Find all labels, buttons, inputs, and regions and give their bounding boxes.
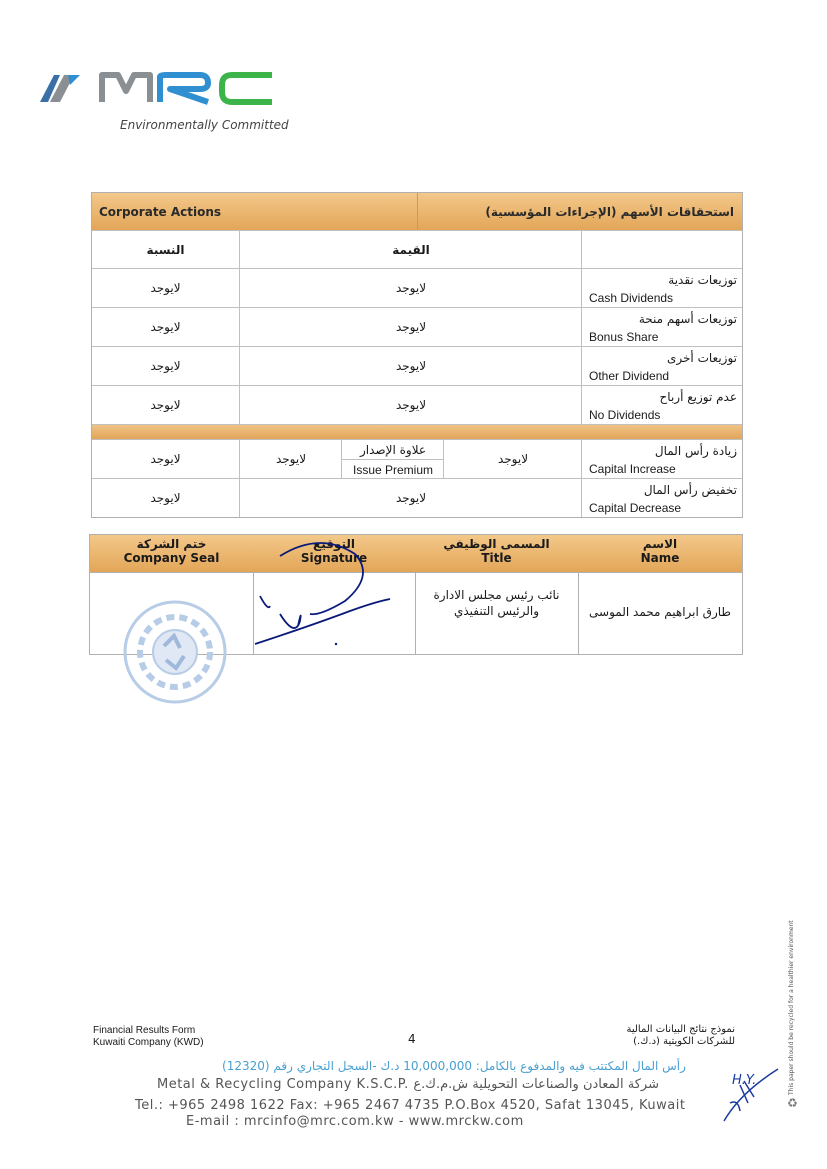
row-label-en: No Dividends — [589, 408, 661, 422]
row-label-ar: زيادة رأس المال — [654, 444, 737, 458]
signatory-header — [90, 535, 742, 572]
company-seal — [114, 596, 236, 708]
initials-mark — [720, 1063, 780, 1123]
form-name-ar-line-2: للشركات الكويتية (د.ك.) — [633, 1036, 735, 1047]
row-label-en: Bonus Share — [589, 330, 659, 344]
ratio-cell: لايوجد — [150, 452, 181, 466]
capital-increase-row — [92, 439, 742, 478]
value-column-header: القيمة — [239, 231, 582, 268]
recycle-icon: ♻ — [787, 1096, 798, 1110]
contact-line: Tel.: +965 2498 1622 Fax: +965 2467 4735 P.O.Box 4520, Safat 13045, Kuwait — [135, 1098, 686, 1113]
initials-text: H.Y. — [732, 1073, 757, 1088]
table-row — [92, 346, 742, 385]
handwritten-signature — [250, 536, 395, 651]
table-row — [92, 385, 742, 424]
signature-header-en: Signature — [300, 551, 368, 565]
row-label — [581, 479, 743, 517]
ratio-cell: لايوجد — [150, 359, 181, 373]
recycle-note-text: This paper should be recycled for a healthier environment — [788, 920, 795, 1095]
logo-tagline: Environmentally Committed — [120, 118, 289, 132]
row-label-en: Capital Decrease — [589, 501, 682, 515]
title-header-en: Title — [481, 551, 512, 565]
name-header-ar: الاسم — [642, 537, 678, 551]
row-label-en: Cash Dividends — [589, 291, 674, 305]
corporate-actions-table — [91, 192, 743, 518]
title-header-ar: المسمى الوظيفي — [443, 537, 550, 551]
row-label — [581, 440, 743, 478]
name-header-en: Name — [640, 551, 680, 565]
corporate-actions-title-ar: استحقاقات الأسهم (الإجراءات المؤسسية) — [485, 205, 734, 219]
signature-header-ar: التوقيع — [313, 537, 355, 551]
company-name-line: Metal & Recycling Company K.S.C.P. شركة المعادن والصناعات التحويلية ش.م.ك.ع — [157, 1077, 659, 1092]
capital-registration-line: رأس المال المكتتب فيه والمدفوع بالكامل: 10,000,000 د.ك -السجل التجاري رقم (12320) — [222, 1059, 686, 1073]
value-cell: لايوجد — [239, 479, 582, 517]
ratio-cell: لايوجد — [150, 320, 181, 334]
signatory-name: طارق ابراهيم محمد الموسى — [589, 605, 731, 619]
section-separator — [92, 424, 742, 439]
capital-increase-value: لايوجد — [443, 440, 582, 478]
row-label-ar: عدم توزيع أرباح — [659, 390, 737, 404]
form-name-en — [93, 1025, 204, 1049]
table-row — [92, 268, 742, 307]
seal-header — [90, 535, 253, 572]
page-number: 4 — [408, 1032, 416, 1046]
form-name-ar-line-1: نموذج نتائج البيانات المالية — [626, 1024, 735, 1035]
issue-premium-label-en: Issue Premium — [341, 459, 444, 479]
corporate-actions-header — [92, 193, 742, 230]
value-cell: لايوجد — [239, 386, 582, 424]
ratio-column-header: النسبة — [146, 242, 185, 257]
title-line-1: نائب رئيس مجلس الادارة — [433, 588, 560, 602]
row-label-ar: توزيعات نقدية — [668, 273, 737, 287]
email-web-line: E-mail : mrcinfo@mrc.com.kw - www.mrckw.com — [186, 1114, 524, 1129]
label-column-header — [581, 231, 743, 268]
row-label — [581, 386, 743, 424]
value-cell: لايوجد — [239, 308, 582, 346]
value-cell: لايوجد — [239, 347, 582, 385]
ratio-cell: لايوجد — [150, 398, 181, 412]
title-header — [415, 535, 578, 572]
row-label — [581, 308, 743, 346]
name-header — [578, 535, 742, 572]
ratio-cell: لايوجد — [150, 491, 181, 505]
signatory-title — [415, 587, 578, 619]
row-label-ar: توزيعات أخرى — [667, 351, 737, 365]
corporate-actions-title-en: Corporate Actions — [99, 205, 222, 219]
ratio-cell: لايوجد — [150, 281, 181, 295]
issue-premium-label-ar: علاوة الإصدار — [341, 440, 444, 459]
column-header-row — [92, 230, 742, 268]
form-name-line-1: Financial Results Form — [93, 1025, 196, 1036]
value-cell: لايوجد — [239, 269, 582, 307]
issue-premium-value: لايوجد — [239, 440, 342, 478]
row-label — [581, 269, 743, 307]
row-label-en: Other Dividend — [589, 369, 670, 383]
row-label — [581, 347, 743, 385]
row-label-ar: توزيعات أسهم منحة — [638, 312, 737, 326]
row-label-ar: تخفيض رأس المال — [643, 483, 737, 497]
form-name-line-2: Kuwaiti Company (KWD) — [93, 1037, 204, 1048]
seal-header-ar: ختم الشركة — [136, 537, 207, 551]
recycle-note — [786, 915, 800, 1095]
form-name-ar — [627, 1024, 736, 1048]
table-row — [92, 307, 742, 346]
capital-decrease-row — [92, 478, 742, 517]
title-line-2: والرئيس التنفيذي — [453, 604, 540, 618]
row-label-en: Capital Increase — [589, 462, 676, 476]
initials — [720, 1063, 780, 1123]
seal-header-en: Company Seal — [123, 551, 220, 565]
